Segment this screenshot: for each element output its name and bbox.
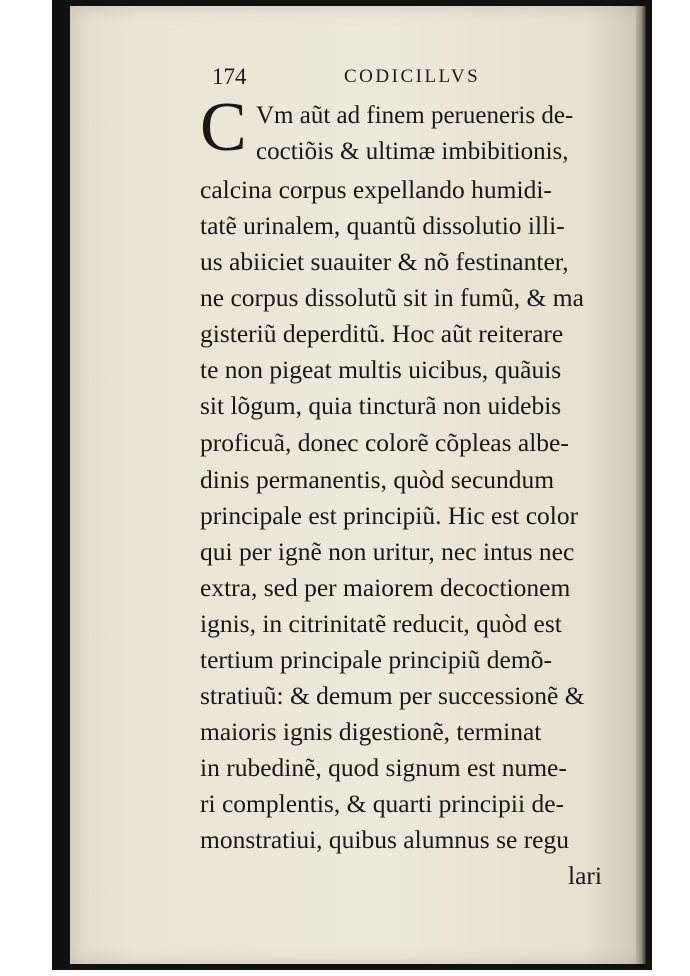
drop-cap-initial: C bbox=[200, 89, 247, 166]
text-line: ignis, in citrinitatẽ reducit, quòd est bbox=[200, 609, 562, 638]
page-header bbox=[212, 64, 512, 88]
text-line: in rubedinẽ, quod signum est nume- bbox=[200, 753, 567, 782]
text-line: tertium principale principiũ demõ- bbox=[200, 645, 552, 674]
text-line: te non pigeat multis uicibus, quãuis bbox=[200, 355, 562, 384]
text-line: sit lõgum, quia tincturã non uidebis bbox=[200, 391, 562, 420]
page-number: 174 bbox=[212, 64, 247, 89]
text-line: stratiuũ: & demum per successionẽ & bbox=[200, 681, 585, 710]
text-line: principale est principiũ. Hic est color bbox=[200, 501, 579, 530]
text-line: ne corpus dissolutũ sit in fumũ, & ma bbox=[200, 283, 584, 312]
text-line: qui per ignẽ non uritur, nec intus nec bbox=[200, 537, 575, 566]
text-line: monstratiui, quibus alumnus se regu bbox=[200, 825, 570, 854]
page-edge bbox=[636, 6, 646, 964]
text-line: gisteriũ deperditũ. Hoc aũt reiterare bbox=[200, 319, 564, 348]
text-line: calcina corpus expellando humidi- bbox=[200, 175, 552, 204]
text-line: Vm aũt ad finem perueneris de- bbox=[256, 102, 574, 129]
text-line: coctiõis & ultimæ imbibitionis, bbox=[256, 138, 569, 165]
text-line: proficuã, donec colorẽ cõpleas albe- bbox=[200, 428, 569, 457]
text-line: us abiiciet suauiter & nõ festinanter, bbox=[200, 247, 569, 276]
text-line: tatẽ urinalem, quantũ dissolutio illi- bbox=[200, 211, 565, 240]
text-line: lari bbox=[568, 861, 602, 890]
running-title: CODICILLVS bbox=[344, 66, 481, 87]
text-line: dinis permanentis, quòd secundum bbox=[200, 465, 555, 494]
text-line: ri complentis, & quarti principii de- bbox=[200, 789, 564, 818]
text-line: maioris ignis digestionẽ, terminat bbox=[200, 717, 542, 746]
text-line: extra, sed per maiorem decoctionem bbox=[200, 573, 571, 602]
